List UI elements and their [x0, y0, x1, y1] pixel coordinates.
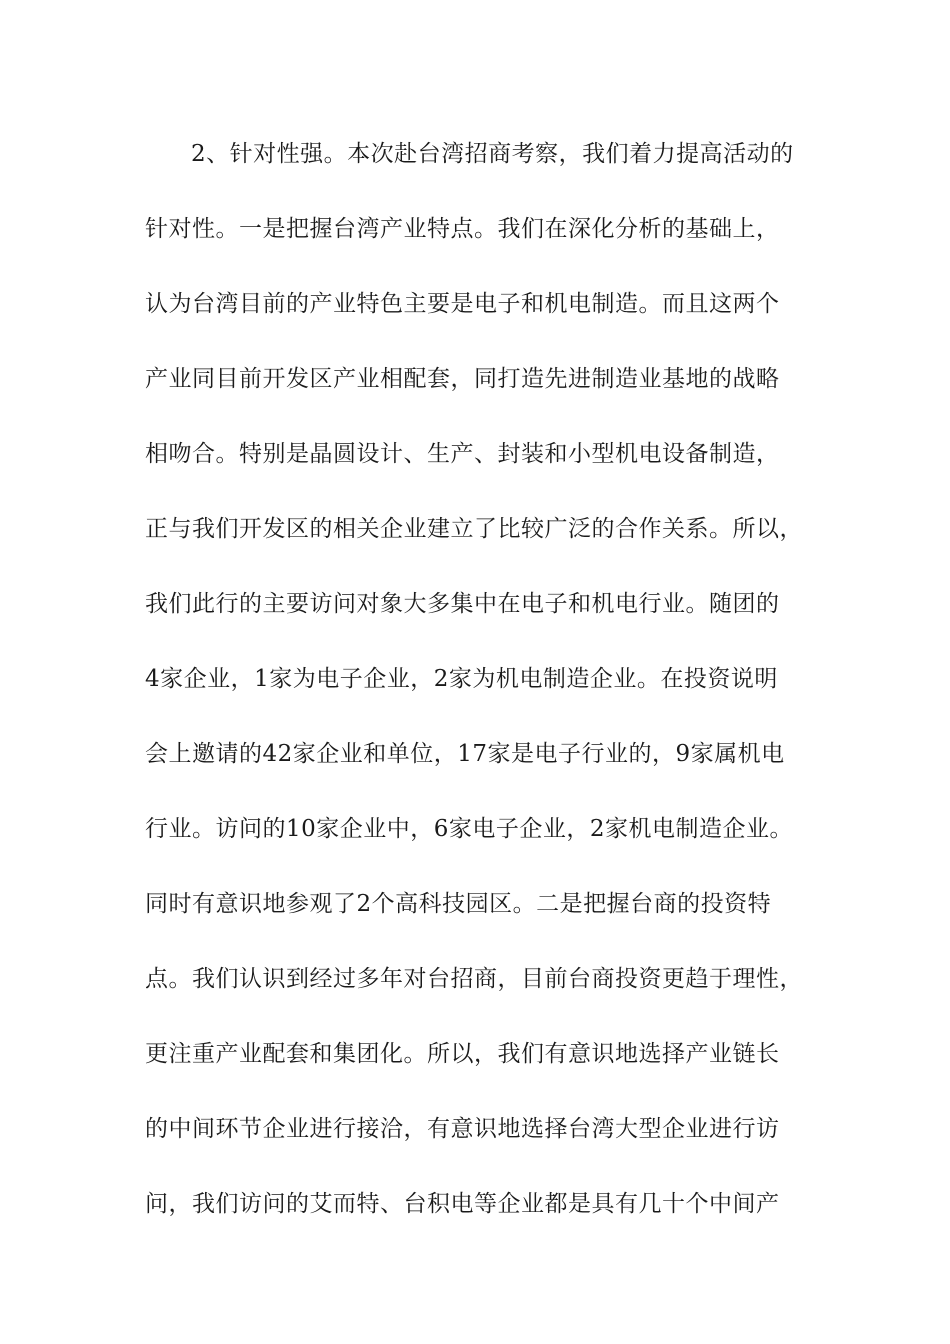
text-line: 正与我们开发区的相关企业建立了比较广泛的合作关系。所以， — [145, 516, 803, 542]
text-line: 认为台湾目前的产业特色主要是电子和机电制造。而且这两个 — [145, 291, 780, 317]
text-line: 针对性。一是把握台湾产业特点。我们在深化分析的基础上， — [145, 216, 780, 242]
text-line: 会上邀请的42家企业和单位，17家是电子行业的，9家属机电 — [145, 741, 785, 767]
text-line: 行业。访问的10家企业中，6家电子企业，2家机电制造企业。 — [145, 816, 794, 842]
text-line: 同时有意识地参观了2个高科技园区。二是把握台商的投资特 — [145, 891, 772, 917]
text-line: 相吻合。特别是晶圆设计、生产、封装和小型机电设备制造， — [145, 441, 780, 467]
text-line: 的中间环节企业进行接洽，有意识地选择台湾大型企业进行访 — [145, 1116, 780, 1142]
text-line: 产业同目前开发区产业相配套，同打造先进制造业基地的战略 — [145, 366, 780, 392]
text-line: 4家企业，1家为电子企业，2家为机电制造企业。在投资说明 — [145, 666, 778, 692]
text-line: 更注重产业配套和集团化。所以，我们有意识地选择产业链长 — [145, 1041, 780, 1067]
body-paragraph — [145, 133, 835, 1258]
text-line: 点。我们认识到经过多年对台招商，目前台商投资更趋于理性， — [145, 966, 803, 992]
text-line: 我们此行的主要访问对象大多集中在电子和机电行业。随团的 — [145, 591, 780, 617]
text-line: 问，我们访问的艾而特、台积电等企业都是具有几十个中间产 — [145, 1191, 780, 1217]
text-line: 2、针对性强。本次赴台湾招商考察，我们着力提高活动的 — [191, 141, 794, 167]
